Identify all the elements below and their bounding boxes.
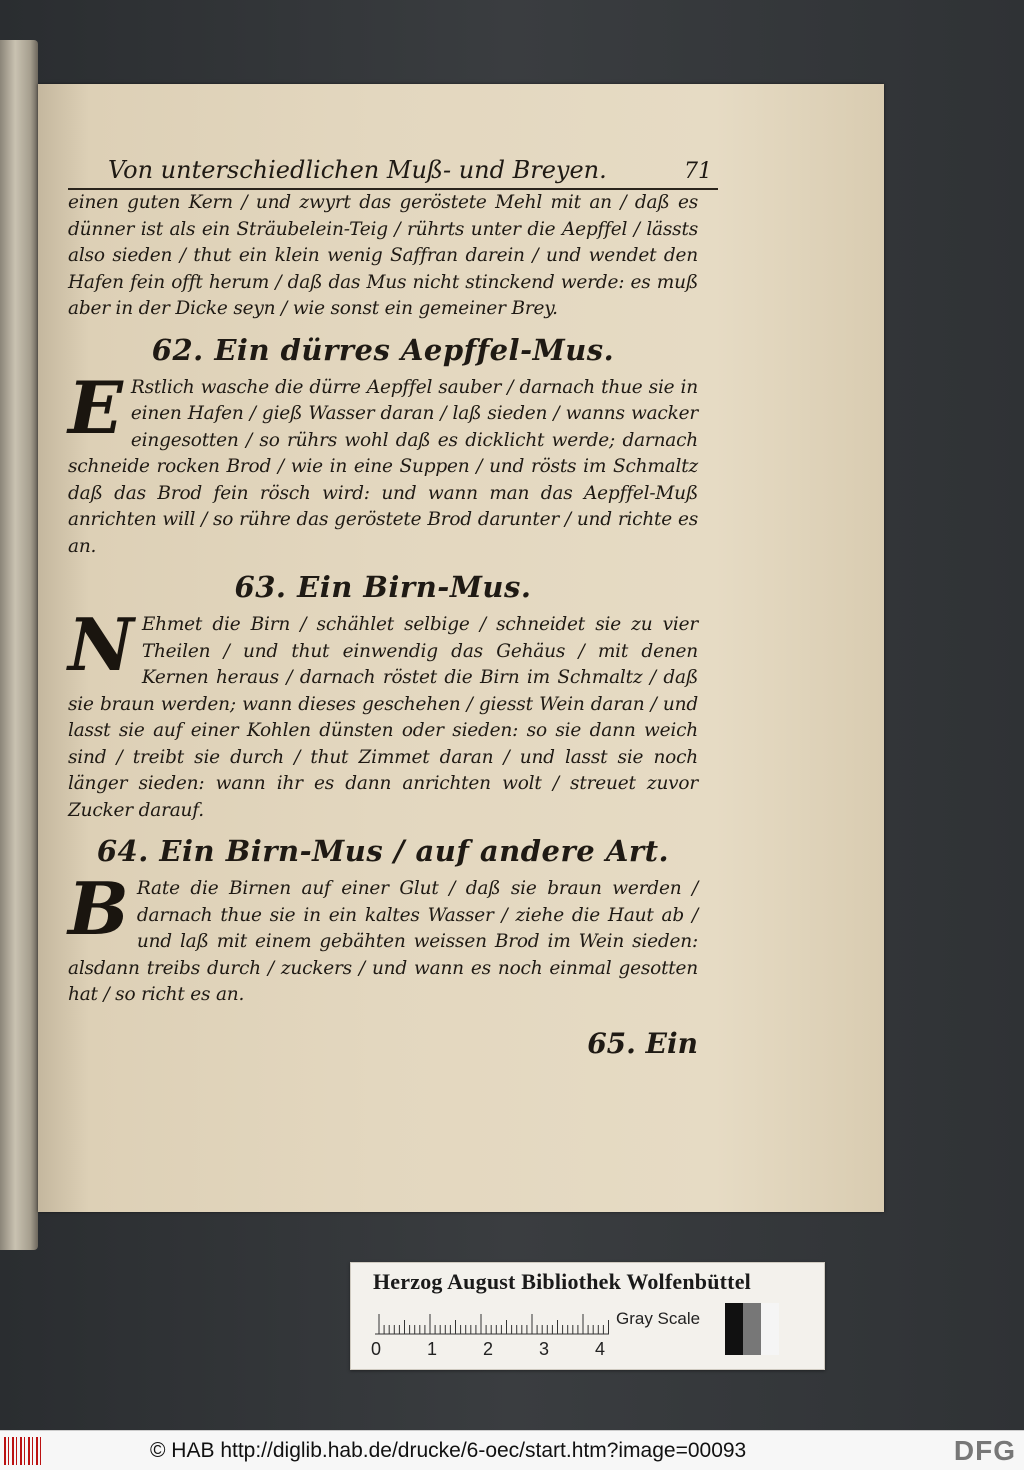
recipe-text: Rstlich wasche die dürre Aepffel sauber / darnach thue sie in einen Hafen / gieß Wasser daran / laß sieden / wanns wacker eingesotten / so rührs wohl daß es dicklicht werde; darnach schneide rocken Brod / wie in eine Suppen / und rösts im Schmaltz daß das Brod fein rösch wird: und wann man das Aepffel-Muß anrichten will / so rühre das geröstete Brod darunter / und richte es an. xyxy=(68,376,698,557)
page-content xyxy=(68,156,712,1060)
book-page xyxy=(38,84,884,1212)
running-head xyxy=(68,156,718,190)
ruler-numbers xyxy=(371,1339,631,1361)
copyright-link[interactable]: © HAB http://diglib.hab.de/drucke/6-oec/start.htm?image=00093 xyxy=(150,1439,747,1462)
recipe-heading: 62. Ein dürres Aepffel-Mus. xyxy=(151,332,615,367)
ruler-number: 1 xyxy=(427,1339,438,1359)
footer-bar xyxy=(0,1430,1024,1470)
ruler-number: 4 xyxy=(595,1339,606,1359)
recipe-heading: 64. Ein Birn-Mus / auf andere Art. xyxy=(96,834,670,868)
running-head-title: Von unterschiedlichen Muß- und Breyen. xyxy=(108,156,607,184)
recipe-body xyxy=(68,866,698,1009)
gray-scale-swatches xyxy=(725,1303,779,1355)
drop-cap: E xyxy=(68,364,123,450)
gray-scale-label: Gray Scale xyxy=(616,1309,701,1328)
scale-card xyxy=(350,1262,825,1370)
ruler-number: 2 xyxy=(483,1339,494,1359)
recipe-heading: 63. Ein Birn-Mus. xyxy=(234,570,532,604)
ruler-number: 3 xyxy=(539,1339,550,1359)
ruler-number: 0 xyxy=(371,1339,382,1359)
previous-page-edge xyxy=(0,40,38,1250)
dfg-logo: DFG xyxy=(953,1435,1016,1466)
hab-logo-icon xyxy=(4,1437,44,1465)
catchword: 65. Ein xyxy=(587,1026,698,1060)
drop-cap: N xyxy=(68,602,134,687)
library-name: Herzog August Bibliothek Wolfenbüttel xyxy=(373,1269,751,1294)
recipe-text: Ehmet die Birn / schählet selbige / schneidet sie zu vier Theilen / und thut einwendig das Gehäus / mit denen Kernen heraus / darnach röstet die Birn im Schmaltz / daß sie braun werden; wann dieses geschehen / giesst Wein daran / und lasst sie auf einer Kohlen dünsten oder sieden: so sie dann weich sind / treibt sie durch / thut Zimmet daran / und lasst sie noch länger sieden: wann ihr es dann anrichten wolt / streuet zuvor Zucker darauf. xyxy=(68,614,698,821)
drop-cap: B xyxy=(68,866,129,951)
recipe-body xyxy=(68,602,698,824)
ruler-scale xyxy=(375,1307,615,1335)
recipe-text: Rate die Birnen auf einer Glut / daß sie braun werden / darnach thue sie in ein kaltes Wasser / ziehe die Haut ab / und laß mit einem gebähten weissen Brod im Wein sieden: alsdann treibs durch / zuckers / und wann es noch einmal gesotten hat / so richt es an. xyxy=(68,878,698,1005)
page-number: 71 xyxy=(684,159,712,184)
intro-paragraph: einen guten Kern / und zwyrt das geröstete Mehl mit an / daß es dünner ist als ein Sträubelein-Teig / rührts unter die Aepffel / lässts also sieden / thut ein klein wenig Saffran darein / und wendet den Hafen fein offt herum / daß das Mus nicht stinckend werde: es muß aber in der Dicke seyn / wie sonst ein gemeiner Brey. xyxy=(68,192,698,319)
recipe-body xyxy=(68,364,698,561)
